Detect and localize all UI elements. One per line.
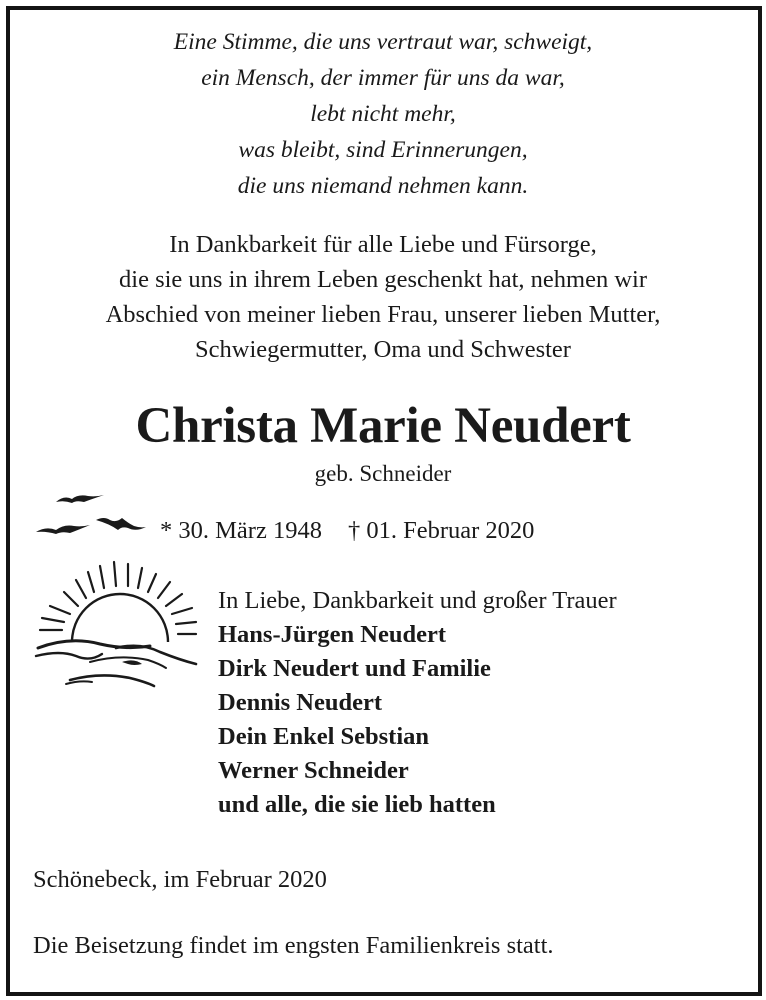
birth-name: geb. Schneider: [314, 461, 452, 486]
birth-date: * 30. März 1948: [160, 517, 322, 544]
life-dates: [160, 514, 534, 548]
intro-line: die sie uns in ihrem Leben geschenkt hat, nehmen wir: [119, 266, 647, 293]
poem-line: Eine Stimme, die uns vertraut war, schweigt,: [173, 29, 593, 55]
mourners-block: [218, 584, 617, 822]
death-date: † 01. Februar 2020: [347, 517, 535, 544]
mourner-name: und alle, die sie lieb hatten: [218, 791, 496, 818]
mourner-name: Hans-Jürgen Neudert: [218, 621, 446, 648]
mourners-intro: In Liebe, Dankbarkeit und großer Trauer: [218, 587, 617, 614]
mourner-name: Werner Schneider: [218, 757, 409, 784]
mourner-name: Dirk Neudert und Familie: [218, 655, 491, 682]
intro-line: In Dankbarkeit für alle Liebe und Fürsorge,: [169, 231, 597, 258]
memorial-poem: [0, 24, 766, 204]
intro-line: Abschied von meiner lieben Frau, unserer lieben Mutter,: [105, 301, 661, 328]
poem-line: ein Mensch, der immer für uns da war,: [201, 65, 565, 91]
mourner-name: Dein Enkel Sebstian: [218, 723, 430, 750]
poem-line: die uns niemand nehmen kann.: [237, 173, 529, 199]
mourner-name: Dennis Neudert: [218, 689, 383, 716]
intro-line: Schwiegermutter, Oma und Schwester: [195, 336, 571, 363]
deceased-name: Christa Marie Neudert: [135, 398, 631, 454]
poem-line: lebt nicht mehr,: [310, 101, 456, 127]
intro-text: [0, 227, 766, 367]
flying-birds-icon: [34, 490, 154, 545]
sunset-over-hills-icon: [30, 552, 205, 694]
burial-note: Die Beisetzung findet im engsten Familienkreis statt.: [33, 932, 554, 959]
poem-line: was bleibt, sind Erinnerungen,: [238, 137, 528, 163]
place-and-date: Schönebeck, im Februar 2020: [33, 866, 327, 893]
